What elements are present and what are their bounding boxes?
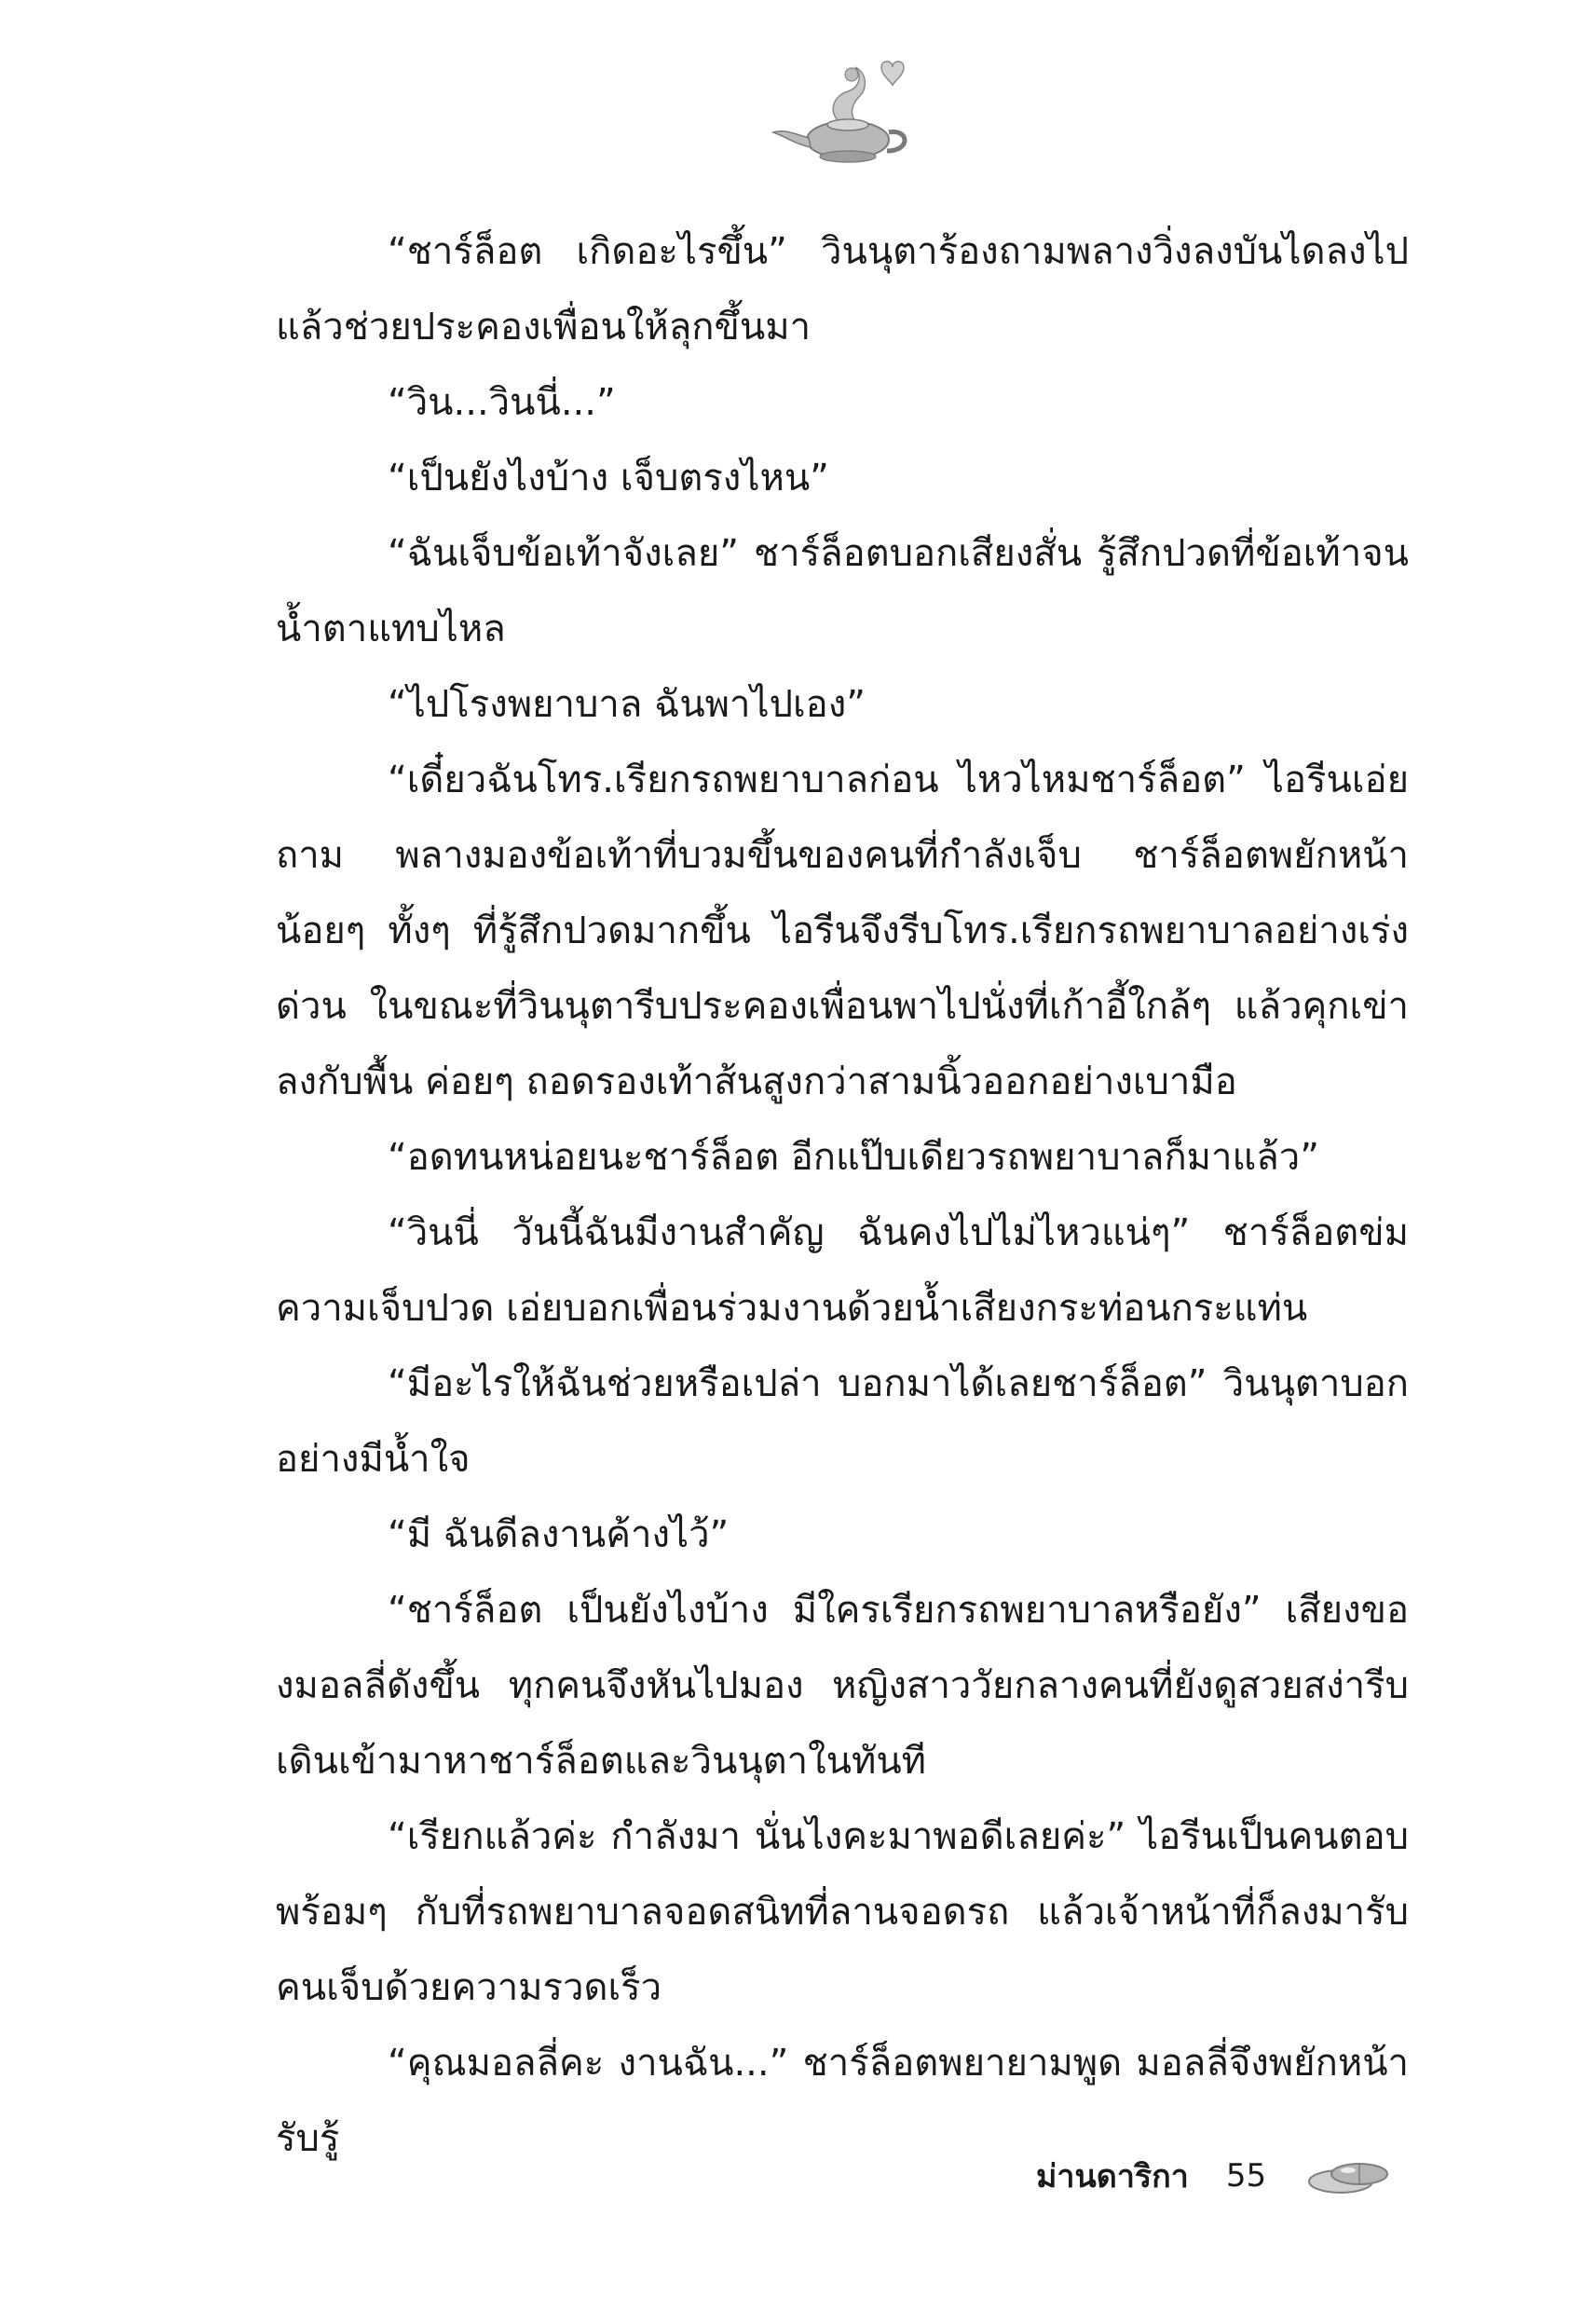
paragraph: “ฉันเจ็บข้อเท้าจังเลย” ชาร์ล็อตบอกเสียงสั่น รู้สึกปวดที่ข้อเท้าจนน้ำตาแทบไหล — [276, 532, 1409, 650]
paragraph: “ไปโรงพยาบาล ฉันพาไปเอง” — [388, 683, 866, 726]
page-number: 55 — [1225, 2157, 1267, 2195]
paragraph: “วินนี่ วันนี้ฉันมีงานสำคัญ ฉันคงไปไม่ไหวแน่ๆ” ชาร์ล็อตข่มความเจ็บปวด เอ่ยบอกเพื่อนร่วมงานด้วยน้ำเสียงกระท่อนกระแท่น — [276, 1211, 1409, 1330]
pill-capsules-ornament-icon — [1303, 2154, 1393, 2198]
paragraph: “ชาร์ล็อต เป็นยังไงบ้าง มีใครเรียกรถพยาบาลหรือยัง” เสียงของมอลลี่ดังขึ้น ทุกคนจึงหันไปมอง หญิงสาววัยกลางคนที่ยังดูสวยสง่ารีบเดินเข้ามาหาชาร์ล็อตและวินนุตาในทันที — [276, 1589, 1409, 1783]
book-title: ม่านดาริกา — [1036, 2158, 1189, 2195]
page-footer — [1036, 2148, 1393, 2204]
paragraph: “เรียกแล้วค่ะ กำลังมา นั่นไงคะมาพอดีเลยค่ะ” ไอรีนเป็นคนตอบพร้อมๆ กับที่รถพยาบาลจอดสนิทที่ลานจอดรถ แล้วเจ้าหน้าที่ก็ลงมารับคนเจ็บด้วยความรวดเร็ว — [276, 1815, 1409, 2009]
paragraph: “วิน...วินนี่...” — [388, 381, 616, 424]
paragraph: “มีอะไรให้ฉันช่วยหรือเปล่า บอกมาได้เลยชาร์ล็อต” วินนุตาบอกอย่างมีน้ำใจ — [276, 1362, 1409, 1481]
paragraph: “เดี๋ยวฉันโทร.เรียกรถพยาบาลก่อน ไหวไหมชาร์ล็อต” ไอรีนเอ่ยถาม พลางมองข้อเท้าที่บวมขึ้นของคนที่กำลังเจ็บ ชาร์ล็อตพยักหน้าน้อยๆ ทั้งๆ ที่รู้สึกปวดมากขึ้น ไอรีนจึงรีบโทร.เรียกรถพยาบาลอย่างเร่งด่วน ในขณะที่วินนุตารีบประคองเพื่อนพาไปนั่งที่เก้าอี้ใกล้ๆ แล้วคุกเข่าลงกับพื้น ค่อยๆ ถอดรองเท้าส้นสูงกว่าสามนิ้วออกอย่างเบามือ — [276, 759, 1409, 1103]
body-text — [276, 214, 1409, 2177]
paragraph: “มี ฉันดีลงานค้างไว้” — [388, 1513, 730, 1556]
paragraph: “อดทนหน่อยนะชาร์ล็อต อีกแป๊บเดียวรถพยาบาลก็มาแล้ว” — [388, 1136, 1319, 1179]
teapot-genie-ornament-icon — [762, 54, 921, 166]
paragraph: “คุณมอลลี่คะ งานฉัน...” ชาร์ล็อตพยายามพูด มอลลี่จึงพยักหน้ารับรู้ — [276, 2042, 1409, 2160]
paragraph: “ชาร์ล็อต เกิดอะไรขึ้น” วินนุตาร้องถามพลางวิ่งลงบันไดลงไปแล้วช่วยประคองเพื่อนให้ลุกขึ้นมา — [276, 230, 1409, 349]
paragraph: “เป็นยังไงบ้าง เจ็บตรงไหน” — [388, 457, 829, 499]
